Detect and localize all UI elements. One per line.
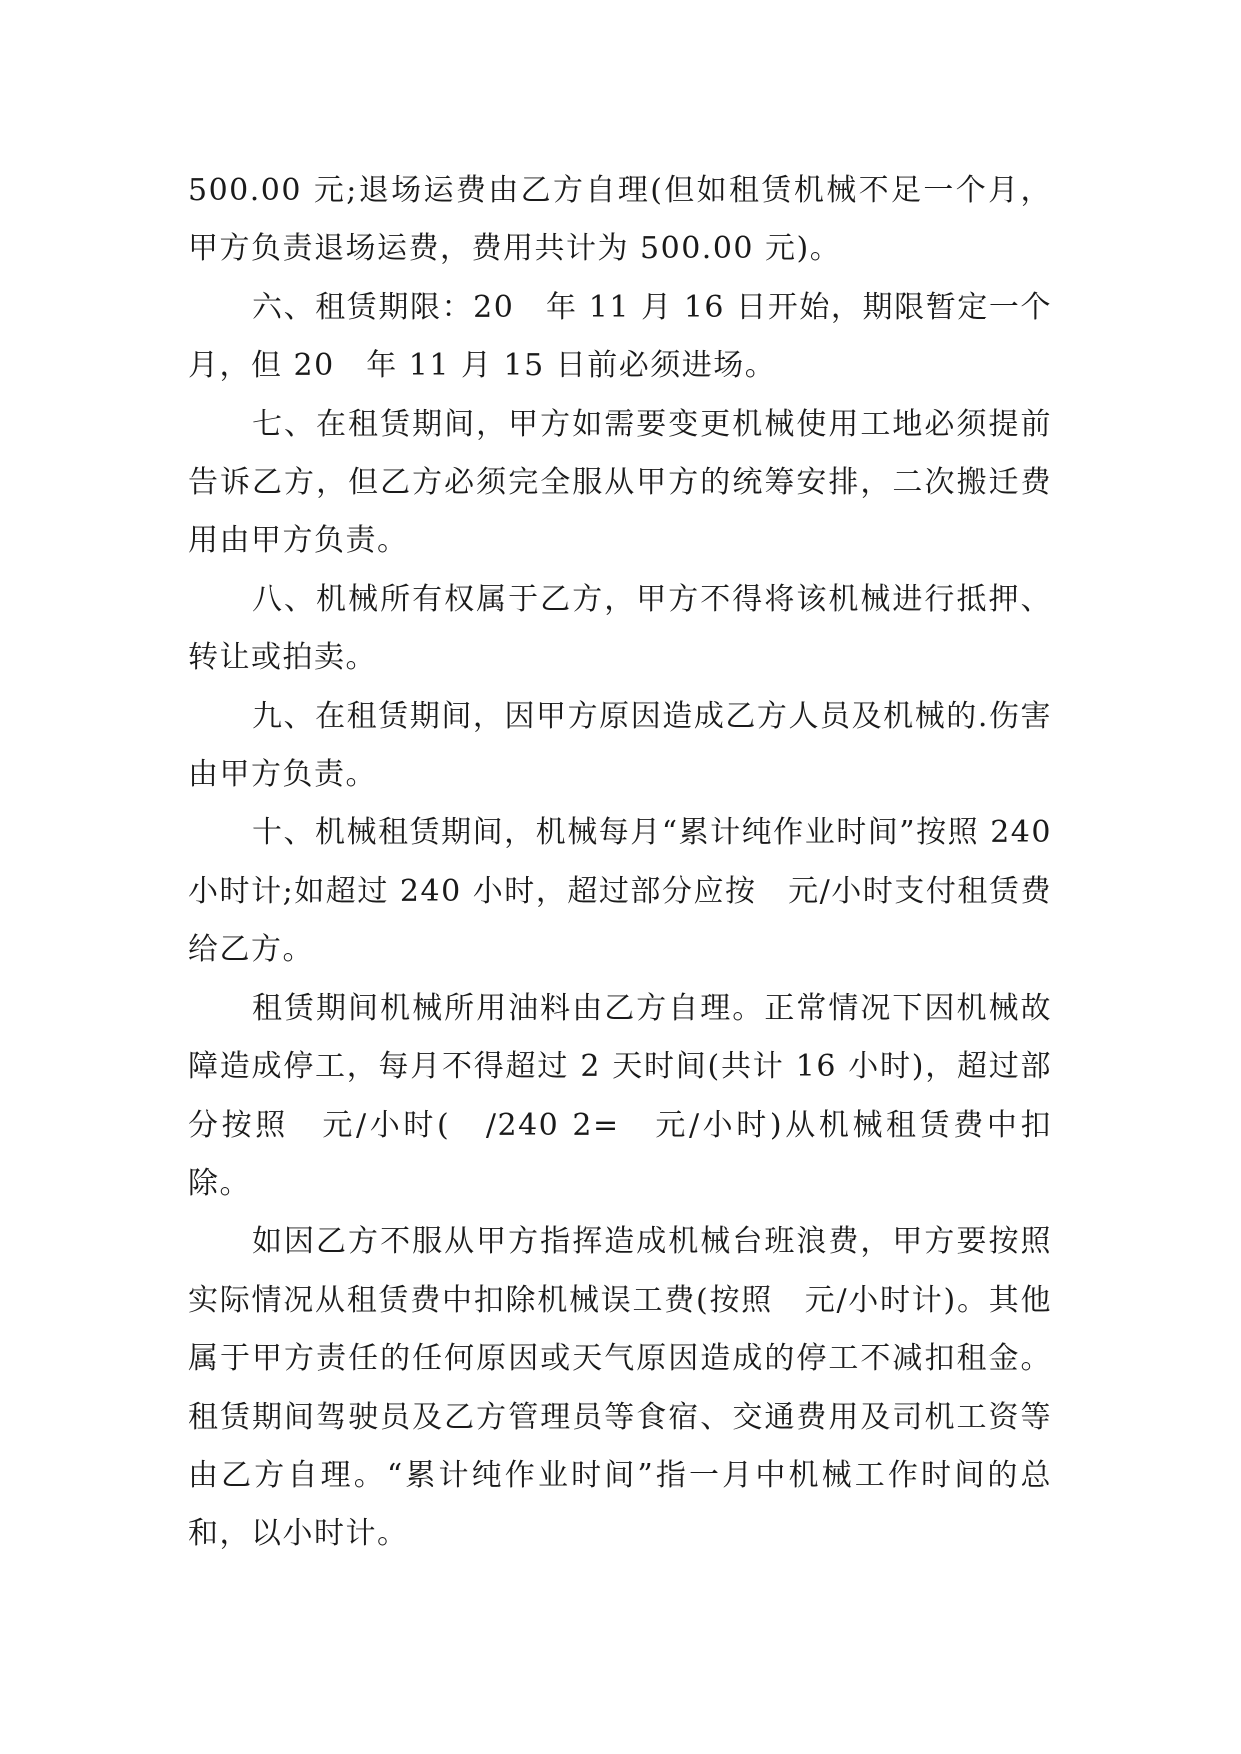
paragraph-site-change: 七、在租赁期间，甲方如需要变更机械使用工地必须提前告诉乙方，但乙方必须完全服从甲方的统筹安排，二次搬迁费用由甲方负责。 xyxy=(188,406,1052,559)
paragraph-working-hours: 十、机械租赁期间，机械每月“累计纯作业时间”按照 240 小时计;如超过 240 小时，超过部分应按 元/小时支付租赁费给乙方。 xyxy=(188,815,1052,968)
paragraph-delay-deduction: 如因乙方不服从甲方指挥造成机械台班浪费，甲方要按照实际情况从租赁费中扣除机械误工费(按照 元/小时计)。其他属于甲方责任的任何原因或天气原因造成的停工不减扣租金。租赁期间驾驶员及乙方管理员等食宿、交通费用及司机工资等由乙方自理。“累计纯作业时间”指一月中机械工作时间的总和，以小时计。 xyxy=(188,1224,1052,1552)
contract-body xyxy=(188,162,1052,1564)
paragraph-lease-term: 六、租赁期限：20 年 11 月 16 日开始，期限暂定一个月，但 20 年 11 月 15 日前必须进场。 xyxy=(188,289,1052,384)
paragraph-freight-fee: 500.00 元;退场运费由乙方自理(但如租赁机械不足一个月，甲方负责退场运费，费用共计为 500.00 元)。 xyxy=(188,173,1052,267)
paragraph-liability: 九、在租赁期间，因甲方原因造成乙方人员及机械的.伤害由甲方负责。 xyxy=(188,698,1052,793)
paragraph-fuel-downtime: 租赁期间机械所用油料由乙方自理。正常情况下因机械故障造成停工，每月不得超过 2 天时间(共计 16 小时)，超过部分按照 元/小时( /240 2= 元/小时)从机械租赁费中扣除。 xyxy=(188,990,1052,1201)
paragraph-ownership: 八、机械所有权属于乙方，甲方不得将该机械进行抵押、转让或拍卖。 xyxy=(188,581,1052,676)
